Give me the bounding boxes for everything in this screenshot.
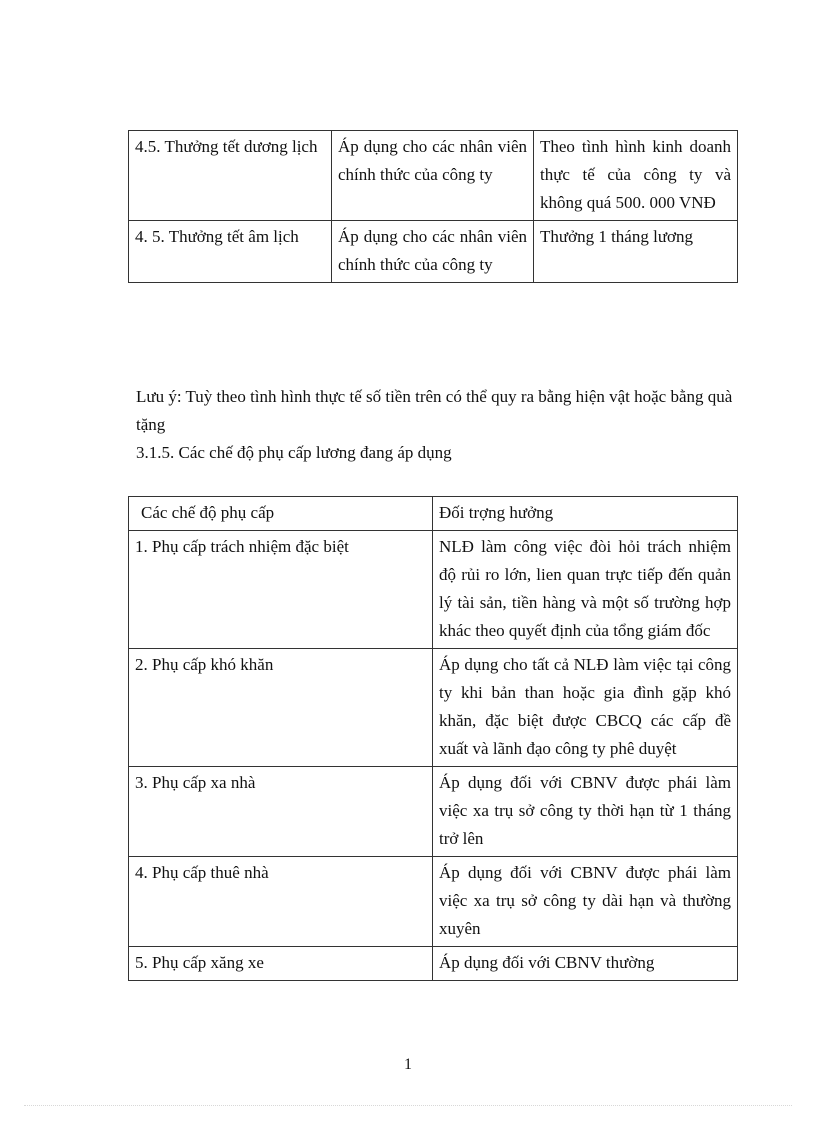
note-paragraph: Lưu ý: Tuỳ theo tình hình thực tế số tiền trên có thể quy ra bằng hiện vật hoặc bằng quà tặng xyxy=(136,387,733,434)
bonus-applies-to-cell: Áp dụng cho các nhân viên chính thức của công ty xyxy=(332,131,534,221)
table-row xyxy=(129,221,738,283)
allowance-table xyxy=(128,496,738,981)
bonus-table xyxy=(128,130,738,283)
table-row xyxy=(129,857,738,947)
allowance-type-cell: 1. Phụ cấp trách nhiệm đặc biệt xyxy=(129,531,433,649)
table-row xyxy=(129,531,738,649)
allowance-beneficiary-cell: Áp dụng đối với CBNV được phái làm việc xa trụ sở công ty dài hạn và thường xuyên xyxy=(433,857,738,947)
allowance-beneficiary-cell: NLĐ làm công việc đòi hỏi trách nhiệm độ rủi ro lớn, lien quan trực tiếp đến quản lý tài sản, tiền hàng và một số trường hợp khác theo quyết định của tổng giám đốc xyxy=(433,531,738,649)
bonus-amount-cell: Theo tình hình kinh doanh thực tế của công ty và không quá 500. 000 VNĐ xyxy=(534,131,738,221)
allowance-beneficiary-cell: Áp dụng đối với CBNV được phái làm việc xa trụ sở công ty thời hạn từ 1 tháng trở lên xyxy=(433,767,738,857)
allowance-type-cell: 4. Phụ cấp thuê nhà xyxy=(129,857,433,947)
table-row xyxy=(129,649,738,767)
allowance-type-cell: 2. Phụ cấp khó khăn xyxy=(129,649,433,767)
table-row xyxy=(129,767,738,857)
table-row xyxy=(129,131,738,221)
bonus-applies-to-cell: Áp dụng cho các nhân viên chính thức của công ty xyxy=(332,221,534,283)
allowance-beneficiary-cell: Áp dụng đối với CBNV thường xyxy=(433,947,738,981)
column-header: Các chế độ phụ cấp xyxy=(129,497,433,531)
column-header: Đối trợng hưởng xyxy=(433,497,738,531)
allowance-type-cell: 5. Phụ cấp xăng xe xyxy=(129,947,433,981)
page-bottom-divider xyxy=(24,1105,792,1106)
section-heading: 3.1.5. Các chế độ phụ cấp lương đang áp dụng xyxy=(136,443,452,462)
bonus-name-cell: 4. 5. Thưởng tết âm lịch xyxy=(129,221,332,283)
allowance-type-cell: 3. Phụ cấp xa nhà xyxy=(129,767,433,857)
page-number: 1 xyxy=(404,1056,412,1073)
bonus-amount-cell: Thưởng 1 tháng lương xyxy=(534,221,738,283)
bonus-name-cell: 4.5. Thưởng tết dương lịch xyxy=(129,131,332,221)
table-header-row xyxy=(129,497,738,531)
table-row xyxy=(129,947,738,981)
allowance-beneficiary-cell: Áp dụng cho tất cả NLĐ làm việc tại công ty khi bản than hoặc gia đình gặp khó khăn, đặc biệt được CBCQ các cấp đề xuất và lãnh đạo công ty phê duyệt xyxy=(433,649,738,767)
